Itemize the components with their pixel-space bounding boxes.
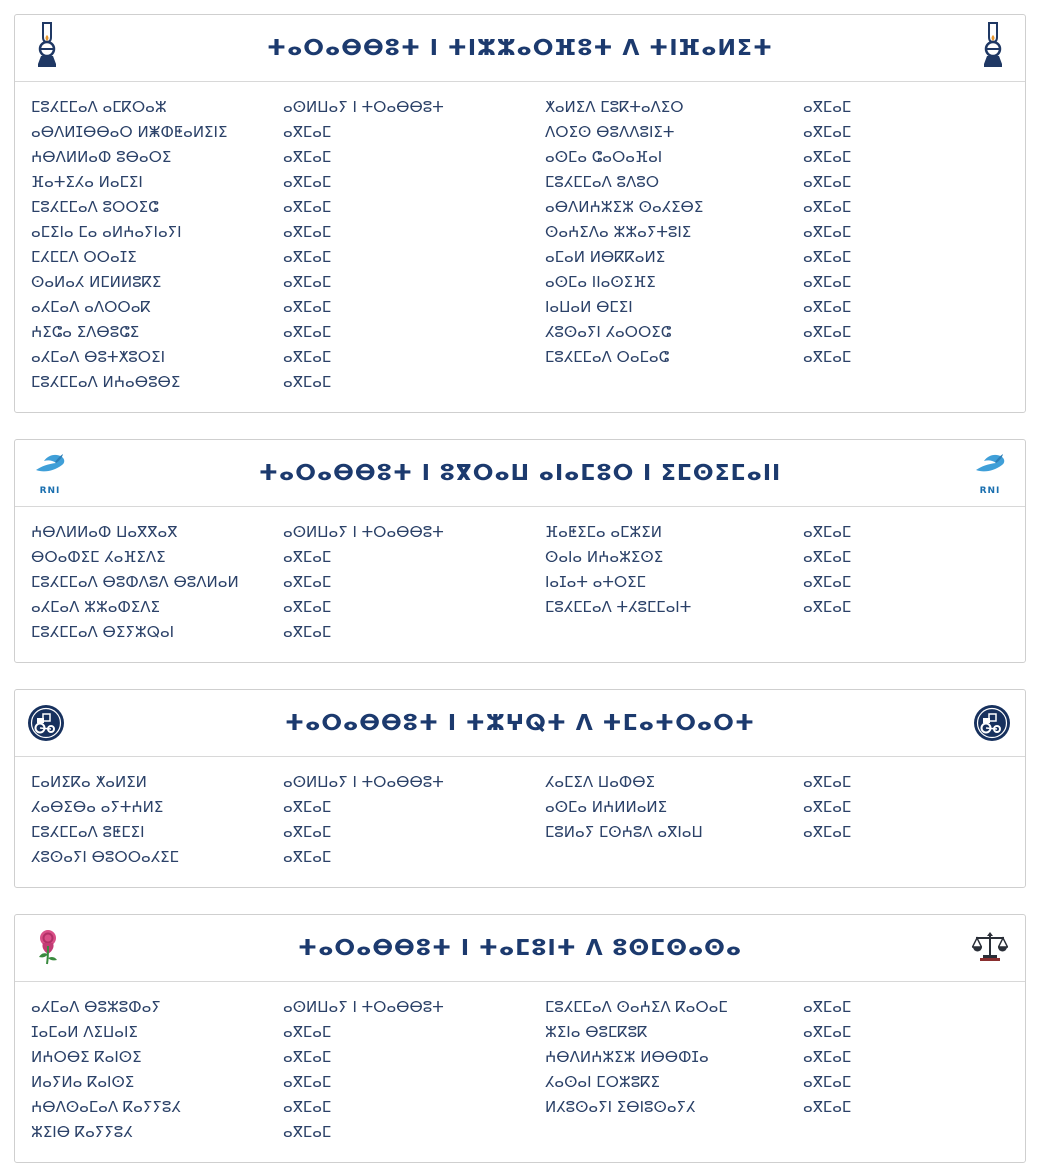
member-row: [545, 794, 1009, 819]
members-column-left: [31, 519, 545, 644]
member-label: ⴰⴳⵎⴰⵎ: [283, 572, 332, 591]
section-header: [15, 915, 1025, 982]
pjd-lamp-icon: [27, 22, 67, 74]
members-column-left: [31, 94, 545, 394]
logo-slot-right: [941, 22, 1013, 74]
section-title: ⵜⴰⵔⴰⴱⴱⵓⵜ ⵏ ⵓⴳⵔⴰⵡ ⴰⵏⴰⵎⵓⵔ ⵏ ⵉⵎⵙⵉⵎⴰⵏⵏ: [258, 460, 782, 486]
member-label: ⴰⴳⵎⴰⵎ: [803, 572, 852, 591]
section-body: [15, 982, 1025, 1162]
member-row: [545, 269, 1009, 294]
members-column-right: [545, 769, 1009, 869]
member-row: [545, 519, 1009, 544]
member-row: [31, 1119, 545, 1144]
member-label: ⴰⴳⵎⴰⵎ: [283, 372, 332, 391]
pjd-lamp-icon: [973, 22, 1013, 74]
member-row: [545, 594, 1009, 619]
member-label: ⴰⴳⵎⴰⵎ: [283, 222, 332, 241]
member-name: ⴰⵙⵎⴰ ⵏⵏⴰⵙⵉⴼⵉ: [545, 272, 656, 291]
member-label: ⴰⴳⵎⴰⵎ: [803, 272, 852, 291]
group-president-label: ⴰⵙⵍⵡⴰⵢ ⵏ ⵜⵔⴰⴱⴱⵓⵜ: [283, 772, 444, 791]
section-header: [15, 15, 1025, 82]
member-name: ⴰⴱⴷⵍⵄⵣⵉⵣ ⵙⴰⵃⵉⴱⵉ: [545, 197, 704, 216]
member-name: ⵣⵉⵏⴱ ⴽⴰⵢⵢⵓⵃ: [31, 1122, 133, 1141]
member-label: ⴰⴳⵎⴰⵎ: [803, 122, 852, 141]
member-label: ⴰⴳⵎⴰⵎ: [283, 122, 332, 141]
rni-logo-text: RNI: [979, 485, 1001, 496]
member-name: ⵏⴰⵊⴰⵜ ⴰⵜⵔⵉⵎ: [545, 572, 646, 591]
group-president-label: ⴰⵙⵍⵡⴰⵢ ⵏ ⵜⵔⴰⴱⴱⵓⵜ: [283, 522, 444, 541]
member-row: [31, 244, 545, 269]
member-row: [545, 1044, 1009, 1069]
member-label: ⴰⴳⵎⴰⵎ: [283, 1122, 332, 1141]
member-row: [545, 169, 1009, 194]
section-header: [15, 440, 1025, 507]
members-column-left: [31, 769, 545, 869]
member-label: ⴰⴳⵎⴰⵎ: [803, 1022, 852, 1041]
member-name: ⵄⵉⵛⴰ ⵉⴷⴱⵓⵛⵉ: [31, 322, 140, 341]
member-label: ⴰⴳⵎⴰⵎ: [283, 797, 332, 816]
member-name: ⵃⵓⵙⴰⵢⵏ ⵃⴰⵔⵔⵉⵛ: [545, 322, 672, 341]
section-title: ⵜⴰⵔⴰⴱⴱⵓⵜ ⵏ ⵜⵏⵣⵣⴰⵔⴼⵓⵜ ⴷ ⵜⵏⴼⴰⵍⵉⵜ: [266, 35, 774, 61]
istiqlal-scales-icon: [967, 931, 1013, 965]
member-name: ⵃⴰⵎⵉⴷ ⵡⴰⵀⴱⵉ: [545, 772, 656, 791]
logo-slot-left: [27, 22, 99, 74]
logo-slot-right: [941, 450, 1013, 497]
rni-dove-icon: [967, 450, 1013, 497]
member-row: [545, 344, 1009, 369]
member-row: [31, 619, 545, 644]
member-name: ⵎⵓⵃⵎⵎⴰⴷ ⵜⵃⵓⵎⵎⴰⵏⵜ: [545, 597, 692, 616]
member-label: ⴰⴳⵎⴰⵎ: [283, 1072, 332, 1091]
rni-logo-text: RNI: [39, 485, 61, 496]
section-body: [15, 507, 1025, 662]
member-row: [31, 294, 545, 319]
member-name: ⴰⵃⵎⴰⴷ ⴰⴷⵔⵔⴰⴽ: [31, 297, 151, 316]
member-row: [545, 1019, 1009, 1044]
member-row: [31, 344, 545, 369]
member-name: ⵎⵓⵃⵎⵎⴰⴷ ⴱⵓⵀⴷⵓⴷ ⴱⵓⴷⵍⴰⵍ: [31, 572, 239, 591]
logo-slot-right: [941, 704, 1013, 742]
member-name: ⵙⴰⵍⴰⵃ ⵍⵎⵍⵍⵓⴽⵉ: [31, 272, 162, 291]
member-name: ⵍⵃⵓⵙⴰⵢⵏ ⵉⴱⵏⵓⵙⴰⵢⵃ: [545, 1097, 696, 1116]
member-row: [545, 244, 1009, 269]
member-name: ⵎⵓⵃⵎⵎⴰⴷ ⴰⵎⴽⵔⴰⵣ: [31, 97, 167, 116]
section-body: [15, 757, 1025, 887]
member-row: [545, 219, 1009, 244]
member-label: ⴰⴳⵎⴰⵎ: [283, 247, 332, 266]
rni-dove-icon: [27, 450, 73, 497]
member-label: ⴰⴳⵎⴰⵎ: [283, 622, 332, 641]
section-body: [15, 82, 1025, 412]
member-label: ⴰⴳⵎⴰⵎ: [283, 322, 332, 341]
member-row: [31, 269, 545, 294]
member-row: [545, 569, 1009, 594]
member-name: ⵣⵉⵏⴰ ⴱⵓⵎⴽⵓⴽ: [545, 1022, 648, 1041]
member-label: ⴰⴳⵎⴰⵎ: [283, 297, 332, 316]
member-label: ⴰⴳⵎⴰⵎ: [283, 172, 332, 191]
member-row: [545, 544, 1009, 569]
member-label: ⴰⴳⵎⴰⵎ: [283, 1047, 332, 1066]
member-name: ⴰⵙⵎⴰ ⵍⵄⵍⵍⴰⵍⵉ: [545, 797, 668, 816]
group-section-2: [14, 439, 1026, 663]
member-name: ⵃⵓⵙⴰⵢⵏ ⴱⵓⵔⵔⴰⵃⵉⵎ: [31, 847, 179, 866]
pam-tractor-icon: [27, 704, 67, 742]
member-row: [545, 94, 1009, 119]
member-row: [31, 994, 545, 1019]
member-label: ⴰⴳⵎⴰⵎ: [803, 322, 852, 341]
logo-slot-left: [27, 928, 99, 968]
member-name: ⴰⵃⵎⴰⴷ ⴱⵓⵣⵓⵀⴰⵢ: [31, 997, 161, 1016]
group-president-label: ⴰⵙⵍⵡⴰⵢ ⵏ ⵜⵔⴰⴱⴱⵓⵜ: [283, 97, 444, 116]
section-title: ⵜⴰⵔⴰⴱⴱⵓⵜ ⵏ ⵜⵣⵖⵕⵜ ⴷ ⵜⵎⴰⵜⵔⴰⵔⵜ: [284, 710, 756, 736]
member-name: ⵎⵓⵃⵎⵎⴰⴷ ⵍⵄⴰⴱⵓⴱⵉ: [31, 372, 181, 391]
member-label: ⴰⴳⵎⴰⵎ: [803, 97, 852, 116]
member-row: [545, 819, 1009, 844]
member-label: ⴰⴳⵎⴰⵎ: [803, 172, 852, 191]
member-row: [545, 194, 1009, 219]
member-name: ⵍⵄⵔⴱⵉ ⴽⴰⵏⵙⵉ: [31, 1047, 142, 1066]
member-name: ⵎⵓⵍⴰⵢ ⵎⵙⵄⵓⴷ ⴰⴳⵏⴰⵡ: [545, 822, 703, 841]
member-row: [31, 144, 545, 169]
member-row: [545, 119, 1009, 144]
member-label: ⴰⴳⵎⴰⵎ: [803, 247, 852, 266]
member-label: ⴰⴳⵎⴰⵎ: [803, 1047, 852, 1066]
member-label: ⴰⴳⵎⴰⵎ: [803, 797, 852, 816]
section-title: ⵜⴰⵔⴰⴱⴱⵓⵜ ⵏ ⵜⴰⵎⵓⵏⵜ ⴷ ⵓⵙⵎⵙⴰⵙⴰ: [297, 935, 743, 961]
member-label: ⴰⴳⵎⴰⵎ: [283, 347, 332, 366]
member-name: ⴷⵔⵉⵙ ⴱⵓⴷⴷⵓⵏⵉⵜ: [545, 122, 675, 141]
member-row: [545, 294, 1009, 319]
member-label: ⴰⴳⵎⴰⵎ: [803, 1072, 852, 1091]
group-section-3: [14, 689, 1026, 888]
logo-slot-left: [27, 450, 99, 497]
member-label: ⴰⴳⵎⴰⵎ: [283, 597, 332, 616]
member-name: ⵎⵓⵃⵎⵎⴰⴷ ⴱⵉⵢⵣⵕⴰⵏ: [31, 622, 175, 641]
member-label: ⴰⴳⵎⴰⵎ: [803, 1097, 852, 1116]
member-label: ⴰⴳⵎⴰⵎ: [283, 272, 332, 291]
member-row: [31, 219, 545, 244]
member-row: [31, 1019, 545, 1044]
member-label: ⴰⴳⵎⴰⵎ: [803, 822, 852, 841]
member-row: [31, 594, 545, 619]
member-label: ⴰⴳⵎⴰⵎ: [803, 547, 852, 566]
member-row: [545, 994, 1009, 1019]
member-row: [31, 119, 545, 144]
member-label: ⴰⴳⵎⴰⵎ: [803, 522, 852, 541]
member-name: ⴰⵎⴰⵍ ⵍⴱⴽⴽⴰⵍⵉ: [545, 247, 666, 266]
member-row: [31, 319, 545, 344]
member-name: ⵎⴰⵍⵉⴽⴰ ⵅⴰⵍⵉⵍ: [31, 772, 147, 791]
member-name: ⵎⵃⵎⵎⴷ ⵔⵔⴰⵊⵉ: [31, 247, 137, 266]
member-name: ⴼⴰⵟⵉⵎⴰ ⴰⵎⵣⵉⵍ: [545, 522, 662, 541]
member-row: [31, 544, 545, 569]
member-row: [31, 569, 545, 594]
member-name: ⴼⴰⵜⵉⵃⴰ ⵍⴰⵎⵉⵏ: [31, 172, 143, 191]
member-row: [31, 1094, 545, 1119]
group-section-4: [14, 914, 1026, 1163]
member-name: ⵙⴰⵄⵉⴷⴰ ⵣⵣⴰⵢⵜⵓⵏⵉ: [545, 222, 692, 241]
member-name: ⵅⴰⵍⵉⴷ ⵎⵓⴽⵜⴰⴷⵉⵔ: [545, 97, 684, 116]
member-name: ⴱⵔⴰⵀⵉⵎ ⵃⴰⴼⵉⴷⵉ: [31, 547, 166, 566]
member-row: [31, 819, 545, 844]
member-row: [545, 319, 1009, 344]
member-label: ⴰⴳⵎⴰⵎ: [803, 197, 852, 216]
logo-slot-left: [27, 704, 99, 742]
member-label: ⴰⴳⵎⴰⵎ: [283, 847, 332, 866]
member-name: ⵎⵓⵃⵎⵎⴰⴷ ⵙⴰⵄⵉⴷ ⴽⴰⵔⴰⵎ: [545, 997, 728, 1016]
member-label: ⴰⴳⵎⴰⵎ: [803, 297, 852, 316]
member-row: [545, 769, 1009, 794]
member-label: ⴰⴳⵎⴰⵎ: [283, 147, 332, 166]
section-header: [15, 690, 1025, 757]
members-column-left: [31, 994, 545, 1144]
member-row: [31, 94, 545, 119]
member-row: [31, 519, 545, 544]
member-row: [31, 844, 545, 869]
member-row: [545, 1094, 1009, 1119]
logo-slot-right: [941, 931, 1013, 965]
member-label: ⴰⴳⵎⴰⵎ: [283, 547, 332, 566]
member-label: ⴰⴳⵎⴰⵎ: [803, 772, 852, 791]
member-name: ⵃⴰⴱⵉⴱⴰ ⴰⵢⵜⵄⵍⵉ: [31, 797, 164, 816]
member-name: ⵊⴰⵎⴰⵍ ⴷⵉⵡⴰⵏⵉ: [31, 1022, 138, 1041]
pam-tractor-icon: [973, 704, 1013, 742]
member-name: ⵙⴰⵏⴰ ⵍⵄⴰⵣⵉⵙⵉ: [545, 547, 664, 566]
member-row: [31, 794, 545, 819]
member-label: ⴰⴳⵎⴰⵎ: [283, 1097, 332, 1116]
member-name: ⵎⵓⵃⵎⵎⴰⴷ ⵓⵔⵔⵉⵛ: [31, 197, 159, 216]
group-section-1: [14, 14, 1026, 413]
member-label: ⴰⴳⵎⴰⵎ: [283, 197, 332, 216]
member-name: ⵄⴱⴷⵍⵍⴰⵀ ⵓⴱⴰⵔⵉ: [31, 147, 172, 166]
member-label: ⴰⴳⵎⴰⵎ: [283, 822, 332, 841]
member-label: ⴰⴳⵎⴰⵎ: [803, 347, 852, 366]
member-label: ⴰⴳⵎⴰⵎ: [803, 147, 852, 166]
group-president-label: ⴰⵙⵍⵡⴰⵢ ⵏ ⵜⵔⴰⴱⴱⵓⵜ: [283, 997, 444, 1016]
member-row: [31, 1044, 545, 1069]
member-name: ⵏⴰⵡⴰⵍ ⴱⵎⵉⵏ: [545, 297, 633, 316]
member-name: ⵃⴰⵙⴰⵏ ⵎⵔⵣⵓⴽⵉ: [545, 1072, 660, 1091]
member-label: ⴰⴳⵎⴰⵎ: [803, 222, 852, 241]
member-row: [31, 194, 545, 219]
member-row: [31, 169, 545, 194]
member-name: ⵄⴱⴷⵍⵍⴰⵀ ⵡⴰⴳⴳⴰⴳ: [31, 522, 178, 541]
member-label: ⴰⴳⵎⴰⵎ: [283, 1022, 332, 1041]
member-name: ⵄⴱⴷⵙⴰⵎⴰⴷ ⴽⴰⵢⵢⵓⵃ: [31, 1097, 181, 1116]
member-name: ⵎⵓⵃⵎⵎⴰⴷ ⵓⴷⵓⵔ: [545, 172, 660, 191]
member-name: ⴰⵃⵎⴰⴷ ⵣⵣⴰⵀⵉⴷⵉ: [31, 597, 161, 616]
members-column-right: [545, 94, 1009, 394]
member-row: [31, 369, 545, 394]
member-name: ⵄⴱⴷⵍⵄⵣⵉⵣ ⵍⴱⴱⵀⵊⴰ: [545, 1047, 709, 1066]
member-label: ⴰⴳⵎⴰⵎ: [803, 597, 852, 616]
member-name: ⴰⵃⵎⴰⴷ ⴱⵓⵜⵅⵓⵔⵉⵏ: [31, 347, 166, 366]
member-row: [31, 769, 545, 794]
member-row: [31, 1069, 545, 1094]
members-column-right: [545, 994, 1009, 1144]
member-name: ⴰⵎⵉⵏⴰ ⵎⴰ ⴰⵍⵄⴰⵢⵏⴰⵢⵏ: [31, 222, 182, 241]
member-row: [545, 144, 1009, 169]
member-name: ⵍⴰⵢⵍⴰ ⴽⴰⵏⵙⵉ: [31, 1072, 135, 1091]
usfp-rose-icon: [27, 928, 73, 968]
member-name: ⵎⵓⵃⵎⵎⴰⴷ ⵔⴰⵎⴰⵛ: [545, 347, 670, 366]
member-label: ⴰⴳⵎⴰⵎ: [803, 997, 852, 1016]
member-name: ⴰⵙⵎⴰ ⵛⴰⵔⴰⴼⴰⵏ: [545, 147, 663, 166]
members-column-right: [545, 519, 1009, 644]
member-row: [545, 1069, 1009, 1094]
member-name: ⴰⴱⴷⵍⵊⴱⴱⴰⵔ ⵍⵥⵀⵟⴰⵍⵉⵏⵉ: [31, 122, 228, 141]
member-name: ⵎⵓⵃⵎⵎⴰⴷ ⵓⵟⵎⵉⵏ: [31, 822, 145, 841]
